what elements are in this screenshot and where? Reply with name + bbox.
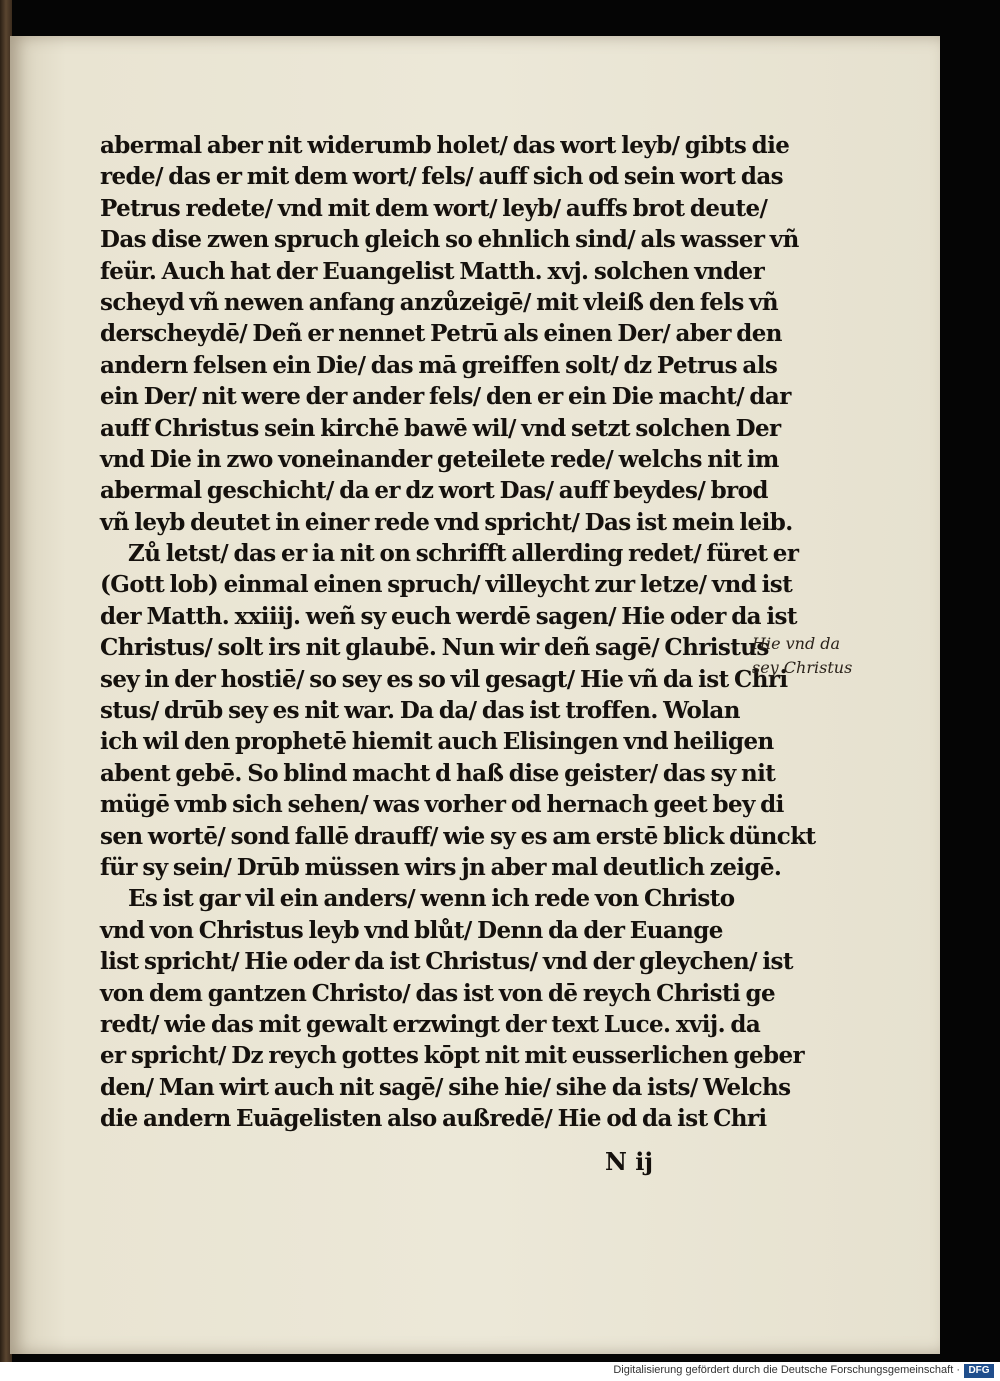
text-line: vñ leyb deutet in einer rede vnd spricht/ Das ist mein leib. <box>100 508 793 536</box>
text-line: ich wil den prophetē hiemit auch Elisingen vnd heiligen <box>100 728 774 756</box>
text-line: Petrus redete/ vnd mit dem wort/ leyb/ auffs brot deute/ <box>100 194 768 222</box>
signature-mark: N ij <box>605 1147 654 1176</box>
text-line: derscheydē/ Deñ er nennet Petrū als einen Der/ aber den <box>100 320 782 348</box>
text-line: redt/ wie das mit gewalt erzwingt der text Luce. xvij. da <box>100 1010 761 1038</box>
text-line: (Gott lob) einmal einen spruch/ villeycht zur letze/ vnd ist <box>100 571 793 599</box>
text-line: Das dise zwen spruch gleich so ehnlich sind/ als wasser vñ <box>100 226 799 254</box>
text-line: feür. Auch hat der Euangelist Matth. xvj. solchen vnder <box>100 257 765 285</box>
text-line: vnd von Christus leyb vnd blůt/ Denn da der Euange <box>100 916 723 944</box>
text-line: die andern Euāgelisten also außredē/ Hie od da ist Chri <box>100 1105 767 1133</box>
text-line: den/ Man wirt auch nit sagē/ sihe hie/ sihe da ists/ Welchs <box>100 1073 791 1101</box>
margin-note-line-1: Hie vnd da <box>752 634 841 653</box>
text-line: Es ist gar vil ein anders/ wenn ich rede von Christo <box>128 885 735 913</box>
text-line: andern felsen ein Die/ das mā greiffen solt/ dz Petrus als <box>100 351 778 379</box>
text-line: stus/ drūb sey es nit war. Da da/ das ist troffen. Wolan <box>100 697 740 725</box>
margin-note-line-2: sey Christus <box>752 658 853 677</box>
footer-funding-text: Digitalisierung gefördert durch die Deutsche Forschungsgemeinschaft · <box>613 1364 960 1376</box>
text-line: scheyd vñ newen anfang anzůzeigē/ mit vleiß den fels vñ <box>100 288 778 316</box>
text-line: Christus/ solt irs nit glaubē. Nun wir deñ sagē/ Christus <box>100 634 769 662</box>
text-line: auff Christus sein kirchē bawē wil/ vnd setzt solchen Der <box>100 414 781 442</box>
text-line: mügē vmb sich sehen/ was vorher od hernach geet bey di <box>100 791 784 819</box>
text-line: ein Der/ nit were der ander fels/ den er ein Die macht/ dar <box>100 383 791 411</box>
text-line: abermal geschicht/ da er dz wort Das/ auff beydes/ brod <box>100 477 768 505</box>
text-line: sey in der hostiē/ so sey es so vil gesagt/ Hie vñ da ist Chri <box>100 665 788 693</box>
text-line: vnd Die in zwo voneinander geteilete rede/ welchs nit im <box>100 445 779 473</box>
text-line: der Matth. xxiiij. weñ sy euch werdē sagen/ Hie oder da ist <box>100 602 797 630</box>
text-line: Zů letst/ das er ia nit on schrifft allerding redet/ füret er <box>128 540 799 568</box>
text-line: rede/ das er mit dem wort/ fels/ auff sich od sein wort das <box>100 163 783 191</box>
text-line: sen wortē/ sond fallē drauff/ wie sy es am erstē blick dünckt <box>100 822 816 850</box>
dfg-logo-icon: DFG <box>964 1364 994 1378</box>
footer-bar <box>0 1362 1000 1381</box>
text-line: abent gebē. So blind macht d haß dise geister/ das sy nit <box>100 759 776 787</box>
text-line: von dem gantzen Christo/ das ist von dē reych Christi ge <box>100 979 776 1007</box>
text-line: er spricht/ Dz reych gottes kōpt nit mit eusserlichen geber <box>100 1042 805 1070</box>
text-line: list spricht/ Hie oder da ist Christus/ vnd der gleychen/ ist <box>100 948 793 976</box>
text-line: abermal aber nit widerumb holet/ das wort leyb/ gibts die <box>100 132 790 159</box>
margin-note <box>752 632 862 680</box>
text-line: für sy sein/ Drūb müssen wirs jn aber mal deutlich zeigē. <box>100 853 782 881</box>
